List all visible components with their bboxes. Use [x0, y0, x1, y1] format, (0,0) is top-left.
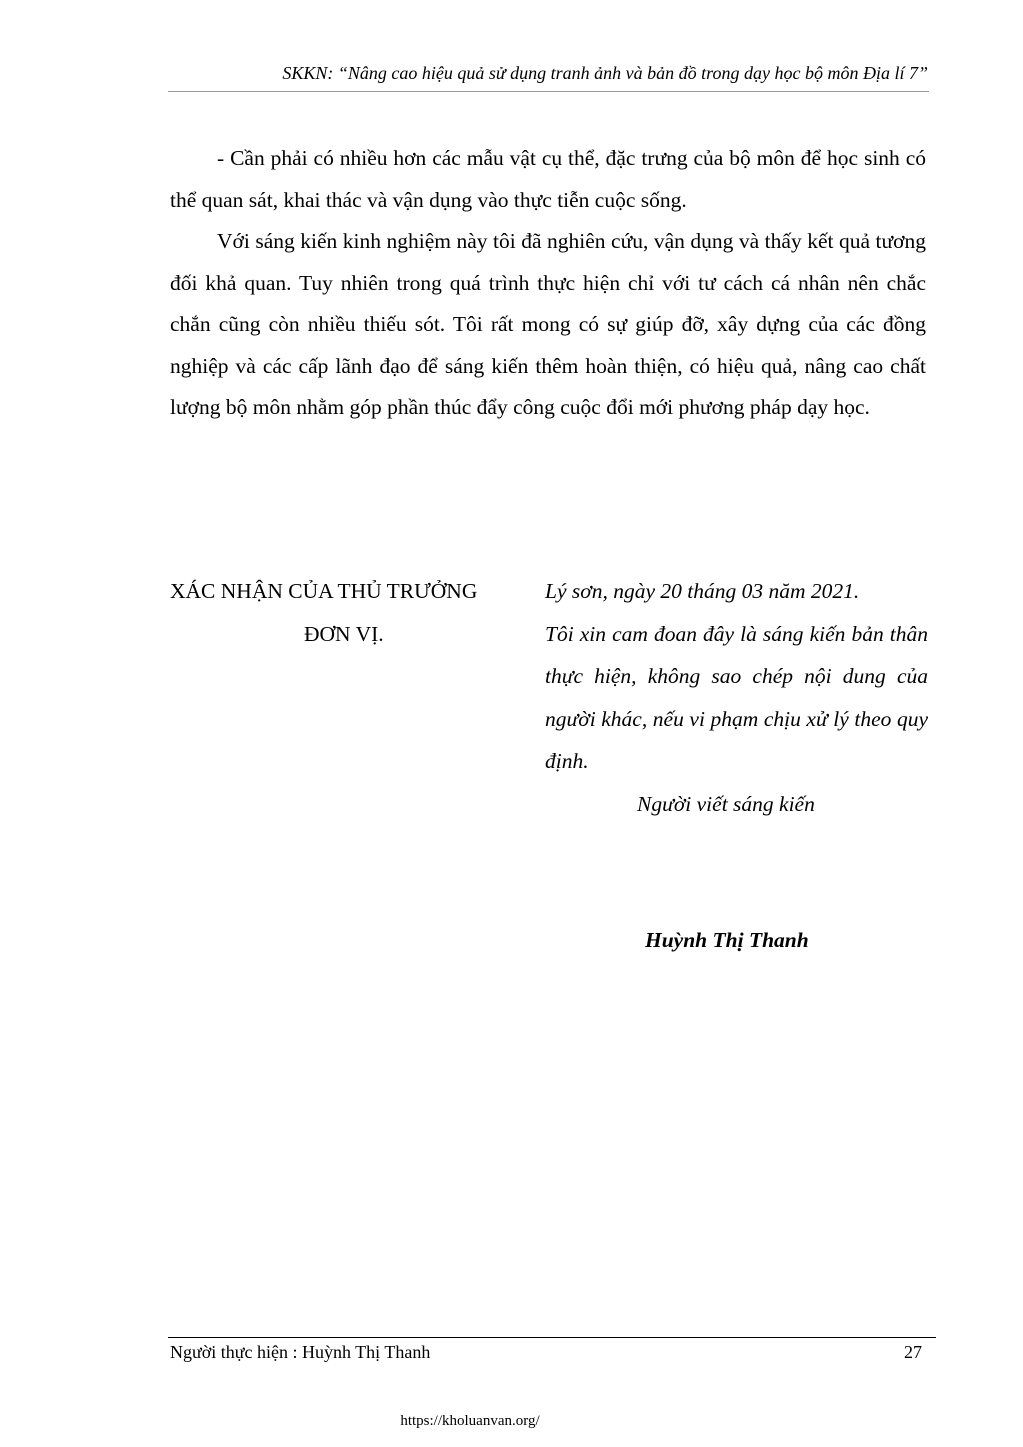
- pledge-statement: Tôi xin cam đoan đây là sáng kiến bản thân thực hiện, không sao chép nội dung của người khác, nếu vi phạm chịu xử lý theo quy định.: [545, 621, 928, 773]
- unit-head-confirmation: [170, 570, 520, 656]
- document-body: [170, 138, 926, 429]
- page-number: 27: [904, 1342, 922, 1362]
- body-paragraph-1: - Cần phải có nhiều hơn các mẫu vật cụ thể, đặc trưng của bộ môn để học sinh có thể quan sát, khai thác và vận dụng vào thực tiễn cuộc sống.: [170, 146, 926, 212]
- confirmation-title-line1: XÁC NHẬN CỦA THỦ TRƯỞNG: [170, 579, 478, 603]
- header-divider: [168, 91, 929, 92]
- source-url: https://kholuanvan.org/: [400, 1413, 540, 1429]
- footer-divider: [168, 1337, 936, 1338]
- confirmation-title-line2: ĐƠN VỊ.: [304, 622, 384, 646]
- writer-label: Người viết sáng kiến: [637, 791, 815, 816]
- page-header-title: SKKN: “Nâng cao hiệu quả sử dụng tranh ảnh và bản đồ trong dạy học bộ môn Địa lí 7”: [282, 63, 928, 83]
- signer-name: Huỳnh Thị Thanh: [645, 928, 809, 952]
- footer-author: Người thực hiện : Huỳnh Thị Thanh: [170, 1342, 431, 1362]
- author-declaration: [545, 570, 928, 825]
- body-paragraph-2: Với sáng kiến kinh nghiệm này tôi đã nghiên cứu, vận dụng và thấy kết quả tương đối khả quan. Tuy nhiên trong quá trình thực hiện chỉ với tư cách cá nhân nên chắc chắn cũng còn nhiều thiếu sót. Tôi rất mong có sự giúp đỡ, xây dựng của các đồng nghiệp và các cấp lãnh đạo để sáng kiến thêm hoàn thiện, có hiệu quả, nâng cao chất lượng bộ môn nhằm góp phần thúc đẩy công cuộc đổi mới phương pháp dạy học.: [170, 229, 926, 419]
- place-date-line: Lý sơn, ngày 20 tháng 03 năm 2021.: [545, 579, 860, 603]
